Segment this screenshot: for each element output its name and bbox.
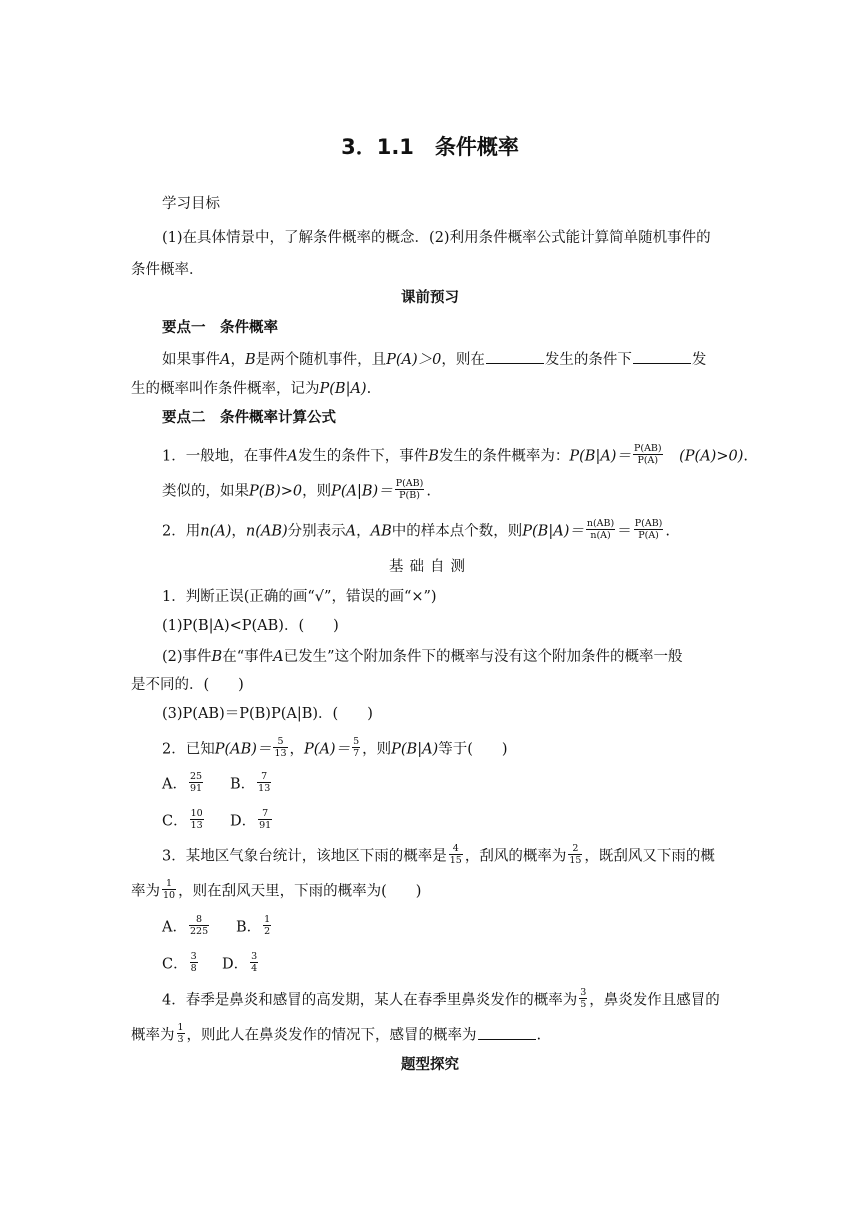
q3-option-D[interactable]: D． $\frac{3}{4}$ xyxy=(222,951,258,974)
q1-statement-3: (3)P(AB)＝P(B)P(A|B)．( ) xyxy=(162,706,373,722)
q3-stem-line-1: 3．某地区气象台统计，该地区下雨的概率是 $\frac{4}{15}$ ，刮风的概率为 $\frac{2}{15}$ ，既刮风又下雨的概 xyxy=(162,843,715,866)
fraction: $\frac{3}{5}$ xyxy=(580,987,587,1010)
fraction: $\frac{5}{7}$ xyxy=(353,736,360,759)
fraction: $\frac{4}{15}$ xyxy=(449,843,462,866)
fraction: $\frac{1}{10}$ xyxy=(163,878,176,901)
fraction: $\frac{1}{3}$ xyxy=(177,1022,184,1045)
explore-heading: 题型探究 xyxy=(401,1056,459,1073)
q3-option-A[interactable]: A． $\frac{8}{225}$ xyxy=(162,914,209,937)
q3-option-B[interactable]: B． $\frac{1}{2}$ xyxy=(236,914,271,937)
fraction: $\frac{P(AB)}{P(A)}$ xyxy=(634,518,663,541)
q2-option-C[interactable]: C． $\frac{10}{13}$ xyxy=(162,808,203,831)
preview-heading: 课前预习 xyxy=(401,289,459,306)
q1-statement-1: (1)P(B|A)<P(AB)．( ) xyxy=(162,618,339,634)
selftest-heading: 基础自测 xyxy=(389,559,471,575)
formula-line-3: 2．用n(A)，n(AB)分别表示A，AB中的样本点个数，则P(B|A)＝ $\frac{n(AB)}{n(A)}$ ＝ $\frac{P(AB)}{P(A)}$ . xyxy=(162,518,670,541)
point2-heading: 要点二 条件概率计算公式 xyxy=(162,409,336,426)
fill-blank-2[interactable] xyxy=(633,349,691,364)
q1-statement-2-cont: 是不同的．( ) xyxy=(131,677,244,693)
q2-option-A[interactable]: A． $\frac{25}{91}$ xyxy=(162,771,203,794)
objectives-line-1: (1)在具体情景中，了解条件概率的概念．(2)利用条件概率公式能计算简单随机事件的 xyxy=(162,230,711,246)
q4-stem-line-1: 4．春季是鼻炎和感冒的高发期，某人在春季里鼻炎发作的概率为 $\frac{3}{5}$ ，鼻炎发作且感冒的 xyxy=(162,987,720,1010)
point1-heading: 要点一 条件概率 xyxy=(162,319,278,336)
q2-option-B[interactable]: B． $\frac{7}{13}$ xyxy=(230,771,271,794)
page-title: 3．1.1 条件概率 xyxy=(341,135,519,159)
q3-option-C[interactable]: C． $\frac{3}{8}$ xyxy=(162,951,197,974)
q4-stem-line-2: 概率为 $\frac{1}{3}$ ，则此人在鼻炎发作的情况下，感冒的概率为 . xyxy=(131,1022,542,1045)
fill-blank-1[interactable] xyxy=(486,349,544,364)
q1-statement-2: (2)事件B在“事件A已发生”这个附加条件下的概率与没有这个附加条件的概率一般 xyxy=(162,649,683,665)
objectives-line-2: 条件概率． xyxy=(131,262,204,278)
fraction: $\frac{5}{13}$ xyxy=(274,736,287,759)
fraction: $\frac{n(AB)}{n(A)}$ xyxy=(586,518,615,541)
q1-stem: 1．判断正误(正确的画“√”，错误的画“×”) xyxy=(162,589,437,605)
objectives-heading: 学习目标 xyxy=(162,196,220,212)
q3-stem-line-2: 率为 $\frac{1}{10}$ ，则在刮风天里，下雨的概率为( ) xyxy=(131,878,422,901)
point1-line-1: 如果事件A，B是两个随机事件，且P(A)＞0，则在 发生的条件下 发 xyxy=(162,349,706,370)
formula-line-2: 类似的，如果P(B)>0，则P(A|B)＝ $\frac{P(AB)}{P(B)}$ . xyxy=(162,478,431,501)
fill-blank-q4[interactable] xyxy=(478,1025,536,1040)
formula-line-1: 1．一般地，在事件A发生的条件下，事件B发生的条件概率为：P(B|A)＝ $\frac{P(AB)}{P(A)}$ (P(A)>0). xyxy=(162,443,748,466)
q2-option-D[interactable]: D． $\frac{7}{91}$ xyxy=(230,808,272,831)
q2-stem: 2．已知P(AB)＝ $\frac{5}{13}$ ，P(A)＝ $\frac{5}{7}$ ，则P(B|A)等于( ) xyxy=(162,736,508,759)
point1-line-2: 生的概率叫作条件概率，记为P(B|A). xyxy=(131,381,372,397)
fraction: $\frac{P(AB)}{P(B)}$ xyxy=(395,478,424,501)
fraction: $\frac{2}{15}$ xyxy=(569,843,582,866)
fraction: $\frac{P(AB)}{P(A)}$ xyxy=(633,443,662,466)
